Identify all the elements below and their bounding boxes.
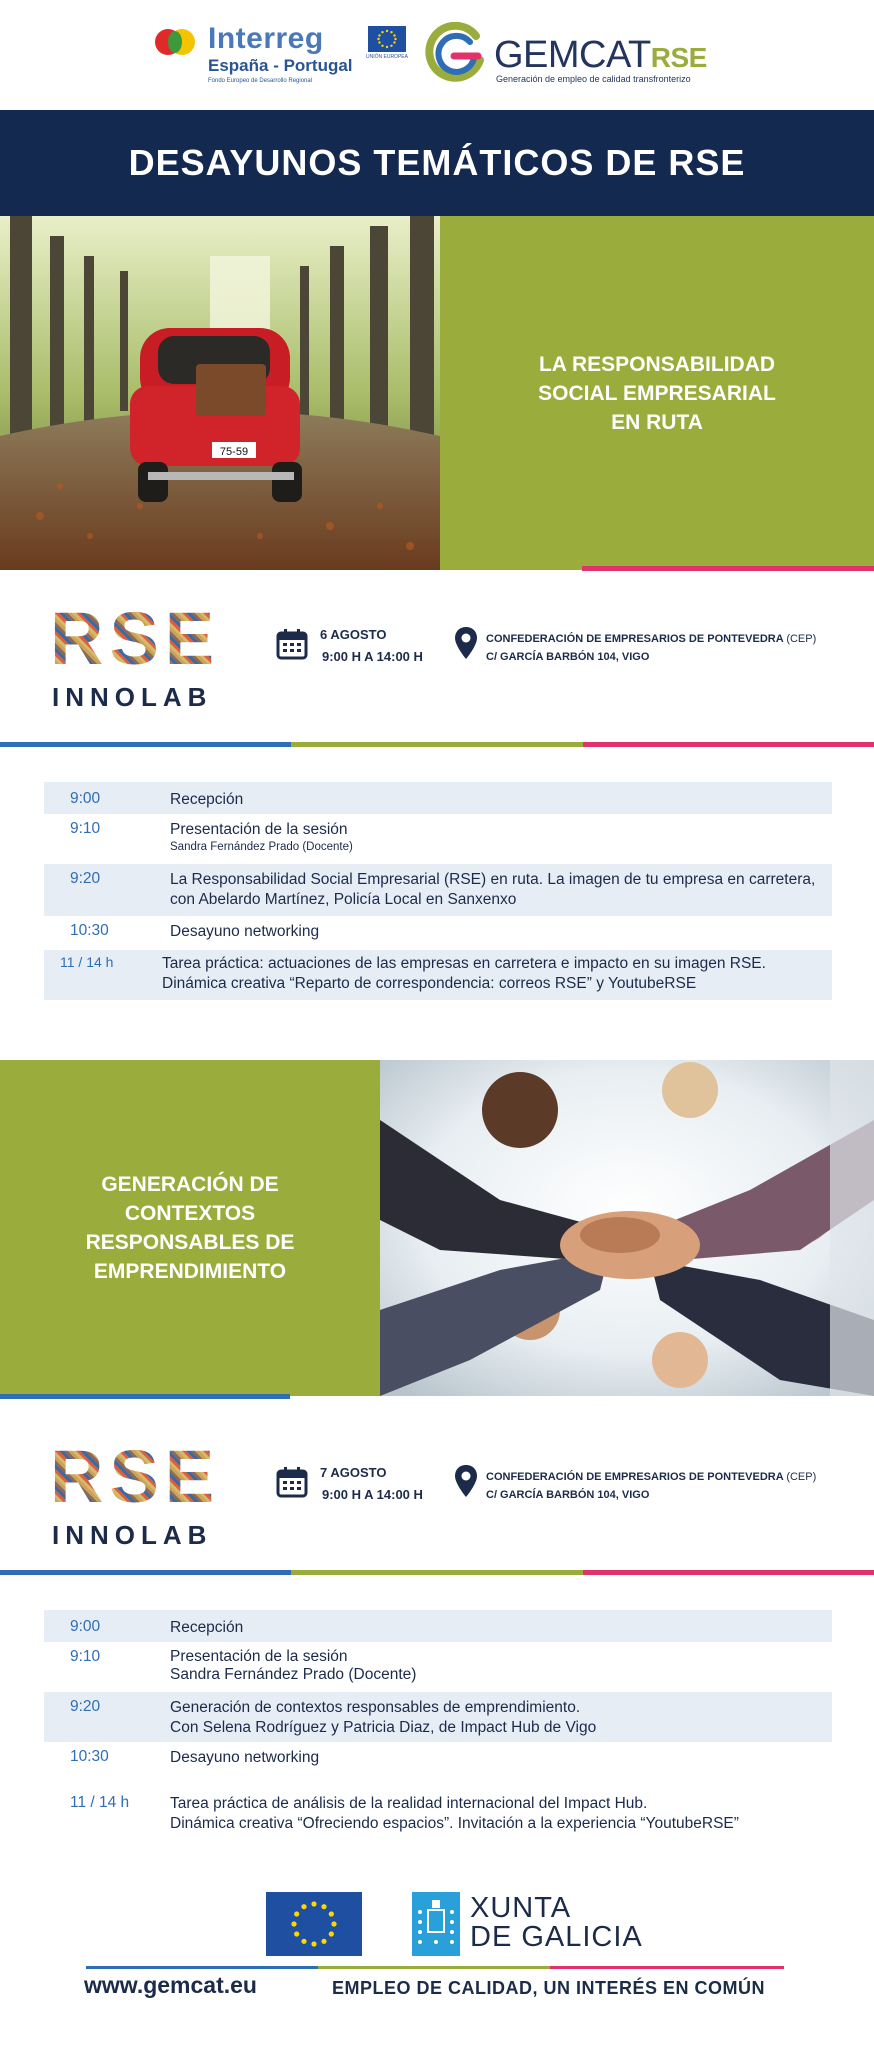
tricolor-divider xyxy=(0,742,874,747)
schedule-desc: La Responsabilidad Social Empresarial (RSE) en ruta. La imagen de tu empresa en carretera, con Abelardo Martínez, Policía Local en Sanxenxo xyxy=(170,871,816,908)
hero2-title xyxy=(86,1170,295,1286)
schedule-row xyxy=(44,782,832,814)
hero1-title-line: EN RUTA xyxy=(611,410,703,434)
event-place-address: C/ GARCÍA BARBÓN 104, VIGO xyxy=(486,1489,650,1501)
schedule-desc: Presentación de la sesión xyxy=(170,821,348,838)
blue-accent-bar xyxy=(0,1394,290,1399)
schedule-desc: Desayuno networking xyxy=(170,1749,320,1766)
eu-flag-small-icon xyxy=(368,26,406,52)
schedule-desc-block xyxy=(170,1794,824,1834)
gemcat-g-icon xyxy=(424,22,488,86)
hero1-title xyxy=(538,350,776,437)
calendar-icon xyxy=(276,628,308,660)
title-band xyxy=(0,110,874,216)
event-time: 9:00 H A 14:00 H xyxy=(322,649,423,664)
schedule-time: 9:00 xyxy=(70,790,101,807)
schedule-2 xyxy=(44,1610,832,1846)
gemcat-title xyxy=(494,34,707,77)
schedule-desc-block xyxy=(170,1698,824,1738)
interreg-subtitle: España - Portugal xyxy=(208,56,353,75)
schedule-row xyxy=(44,950,832,1000)
gemcat-tagline: Generación de empleo de calidad transfronterizo xyxy=(496,74,691,84)
event-time: 9:00 H A 14:00 H xyxy=(322,1487,423,1502)
schedule-desc: Recepción xyxy=(170,1619,244,1636)
footer-line-green xyxy=(318,1966,550,1969)
footer-url-link[interactable]: www.gemcat.eu xyxy=(84,1972,257,1998)
schedule-row xyxy=(44,916,832,950)
event-date-block xyxy=(320,624,423,668)
location-pin-icon xyxy=(454,626,478,660)
schedule-desc: Tarea práctica: actuaciones de las empresas en carretera e impacto en su imagen RSE. Dinámica creativa “Reparto de correspondencia: correos RSE” y YoutubeRSE xyxy=(162,955,766,992)
schedule-desc: Desayuno networking xyxy=(170,923,320,940)
schedule-desc: Generación de contextos responsables de emprendimiento. xyxy=(170,1699,581,1716)
event-place xyxy=(486,1468,816,1504)
schedule-time: 11 / 14 h xyxy=(60,954,114,970)
hero1-title-line: LA RESPONSABILIDAD xyxy=(538,352,776,376)
xunta-line2: DE GALICIA xyxy=(470,1921,643,1953)
eu-label: UNIÓN EUROPEA xyxy=(366,54,408,60)
schedule-row xyxy=(44,1642,832,1692)
location-pin-icon xyxy=(454,1464,478,1498)
schedule-desc-line2: Sandra Fernández Prado (Docente) xyxy=(170,1666,417,1683)
hero1-title-panel xyxy=(440,216,874,570)
divider-blue xyxy=(0,1570,291,1575)
hero-hands-photo xyxy=(380,1060,874,1396)
pink-accent-bar xyxy=(582,566,874,571)
hero1-title-line: SOCIAL EMPRESARIAL xyxy=(538,381,776,405)
rse-innolab-logo xyxy=(50,597,240,712)
schedule-desc-line2: Con Selena Rodríguez y Patricia Diaz, de Impact Hub de Vigo xyxy=(170,1719,597,1736)
event-place xyxy=(486,630,816,666)
header-logos xyxy=(0,0,874,108)
hero2-title-line: CONTEXTOS xyxy=(124,1202,256,1225)
rse-logo-letters: RSE xyxy=(50,597,221,680)
hero2-title-line: GENERACIÓN DE xyxy=(101,1173,279,1196)
event-place-cep: (CEP) xyxy=(786,633,817,645)
schedule-desc: Recepción xyxy=(170,791,244,808)
xunta-line1: XUNTA xyxy=(470,1892,572,1924)
schedule-row xyxy=(44,1692,832,1742)
schedule-row xyxy=(44,814,832,864)
schedule-desc: Presentación de la sesión xyxy=(170,1648,348,1665)
schedule-row xyxy=(44,1790,832,1846)
event-info-2 xyxy=(0,1416,874,1550)
schedule-desc-block xyxy=(170,1648,824,1684)
schedule-time: 9:00 xyxy=(70,1618,101,1635)
schedule-time: 9:10 xyxy=(70,1648,101,1665)
hero2-title-line: EMPRENDIMIENTO xyxy=(93,1260,287,1283)
divider-green xyxy=(291,742,583,747)
footer-line-pink xyxy=(550,1966,784,1969)
gemcat-title-rse: RSE xyxy=(650,42,707,73)
gemcat-title-main: GEMCAT xyxy=(494,34,651,76)
hero2-title-line: RESPONSABLES DE xyxy=(85,1231,295,1254)
interreg-emblem-icon xyxy=(154,28,196,56)
schedule-time: 9:20 xyxy=(70,1698,101,1715)
footer-line-blue xyxy=(86,1966,318,1969)
car-plate: 75-59 xyxy=(219,446,249,458)
divider-green xyxy=(291,1570,583,1575)
eu-flag-icon xyxy=(266,1892,362,1956)
interreg-fund-label: Fondo Europeo de Desarrollo Regional xyxy=(208,78,313,84)
schedule-row xyxy=(44,864,832,916)
event-date: 7 AGOSTO xyxy=(320,1465,387,1480)
innolab-label: INNOLAB xyxy=(52,1520,213,1550)
event-place-name: CONFEDERACIÓN DE EMPRESARIOS DE PONTEVEDRA xyxy=(486,1471,784,1483)
interreg-title: Interreg xyxy=(208,22,324,55)
calendar-icon xyxy=(276,1466,308,1498)
divider-pink xyxy=(583,742,874,747)
innolab-label: INNOLAB xyxy=(52,682,213,712)
hero2-title-panel xyxy=(0,1060,380,1396)
rse-innolab-logo xyxy=(50,1435,240,1550)
schedule-1 xyxy=(44,782,832,1000)
schedule-row xyxy=(44,1742,832,1790)
schedule-row xyxy=(44,1610,832,1642)
event-place-address: C/ GARCÍA BARBÓN 104, VIGO xyxy=(486,651,650,663)
schedule-time: 9:10 xyxy=(70,820,101,837)
rse-logo-letters: RSE xyxy=(50,1435,221,1518)
page-title: DESAYUNOS TEMÁTICOS DE RSE xyxy=(128,142,746,183)
schedule-time: 9:20 xyxy=(70,870,101,887)
schedule-desc: Tarea práctica de análisis de la realidad internacional del Impact Hub. xyxy=(170,1795,648,1812)
hero-car-photo xyxy=(0,216,440,570)
footer-slogan: EMPLEO DE CALIDAD, UN INTERÉS EN COMÚN xyxy=(332,1978,766,1998)
event-date-block xyxy=(320,1462,423,1506)
schedule-note: Sandra Fernández Prado (Docente) xyxy=(170,841,353,853)
schedule-time: 11 / 14 h xyxy=(70,1794,130,1811)
tricolor-divider xyxy=(0,1570,874,1575)
divider-blue xyxy=(0,742,291,747)
divider-pink xyxy=(583,1570,874,1575)
xunta-emblem-icon xyxy=(412,1892,460,1956)
event-place-name: CONFEDERACIÓN DE EMPRESARIOS DE PONTEVEDRA xyxy=(486,633,784,645)
xunta-logo-text xyxy=(470,1894,643,1952)
schedule-time: 10:30 xyxy=(70,1748,109,1765)
interreg-logo xyxy=(152,22,412,88)
event-info-1 xyxy=(0,578,874,712)
event-date: 6 AGOSTO xyxy=(320,627,387,642)
schedule-desc-line2: Dinámica creativa “Ofreciendo espacios”. Invitación a la experiencia “YoutubeRSE” xyxy=(170,1815,739,1832)
schedule-time: 10:30 xyxy=(70,922,109,939)
schedule-desc-block xyxy=(170,820,824,855)
gemcat-logo xyxy=(424,20,744,92)
event-place-cep: (CEP) xyxy=(786,1471,817,1483)
